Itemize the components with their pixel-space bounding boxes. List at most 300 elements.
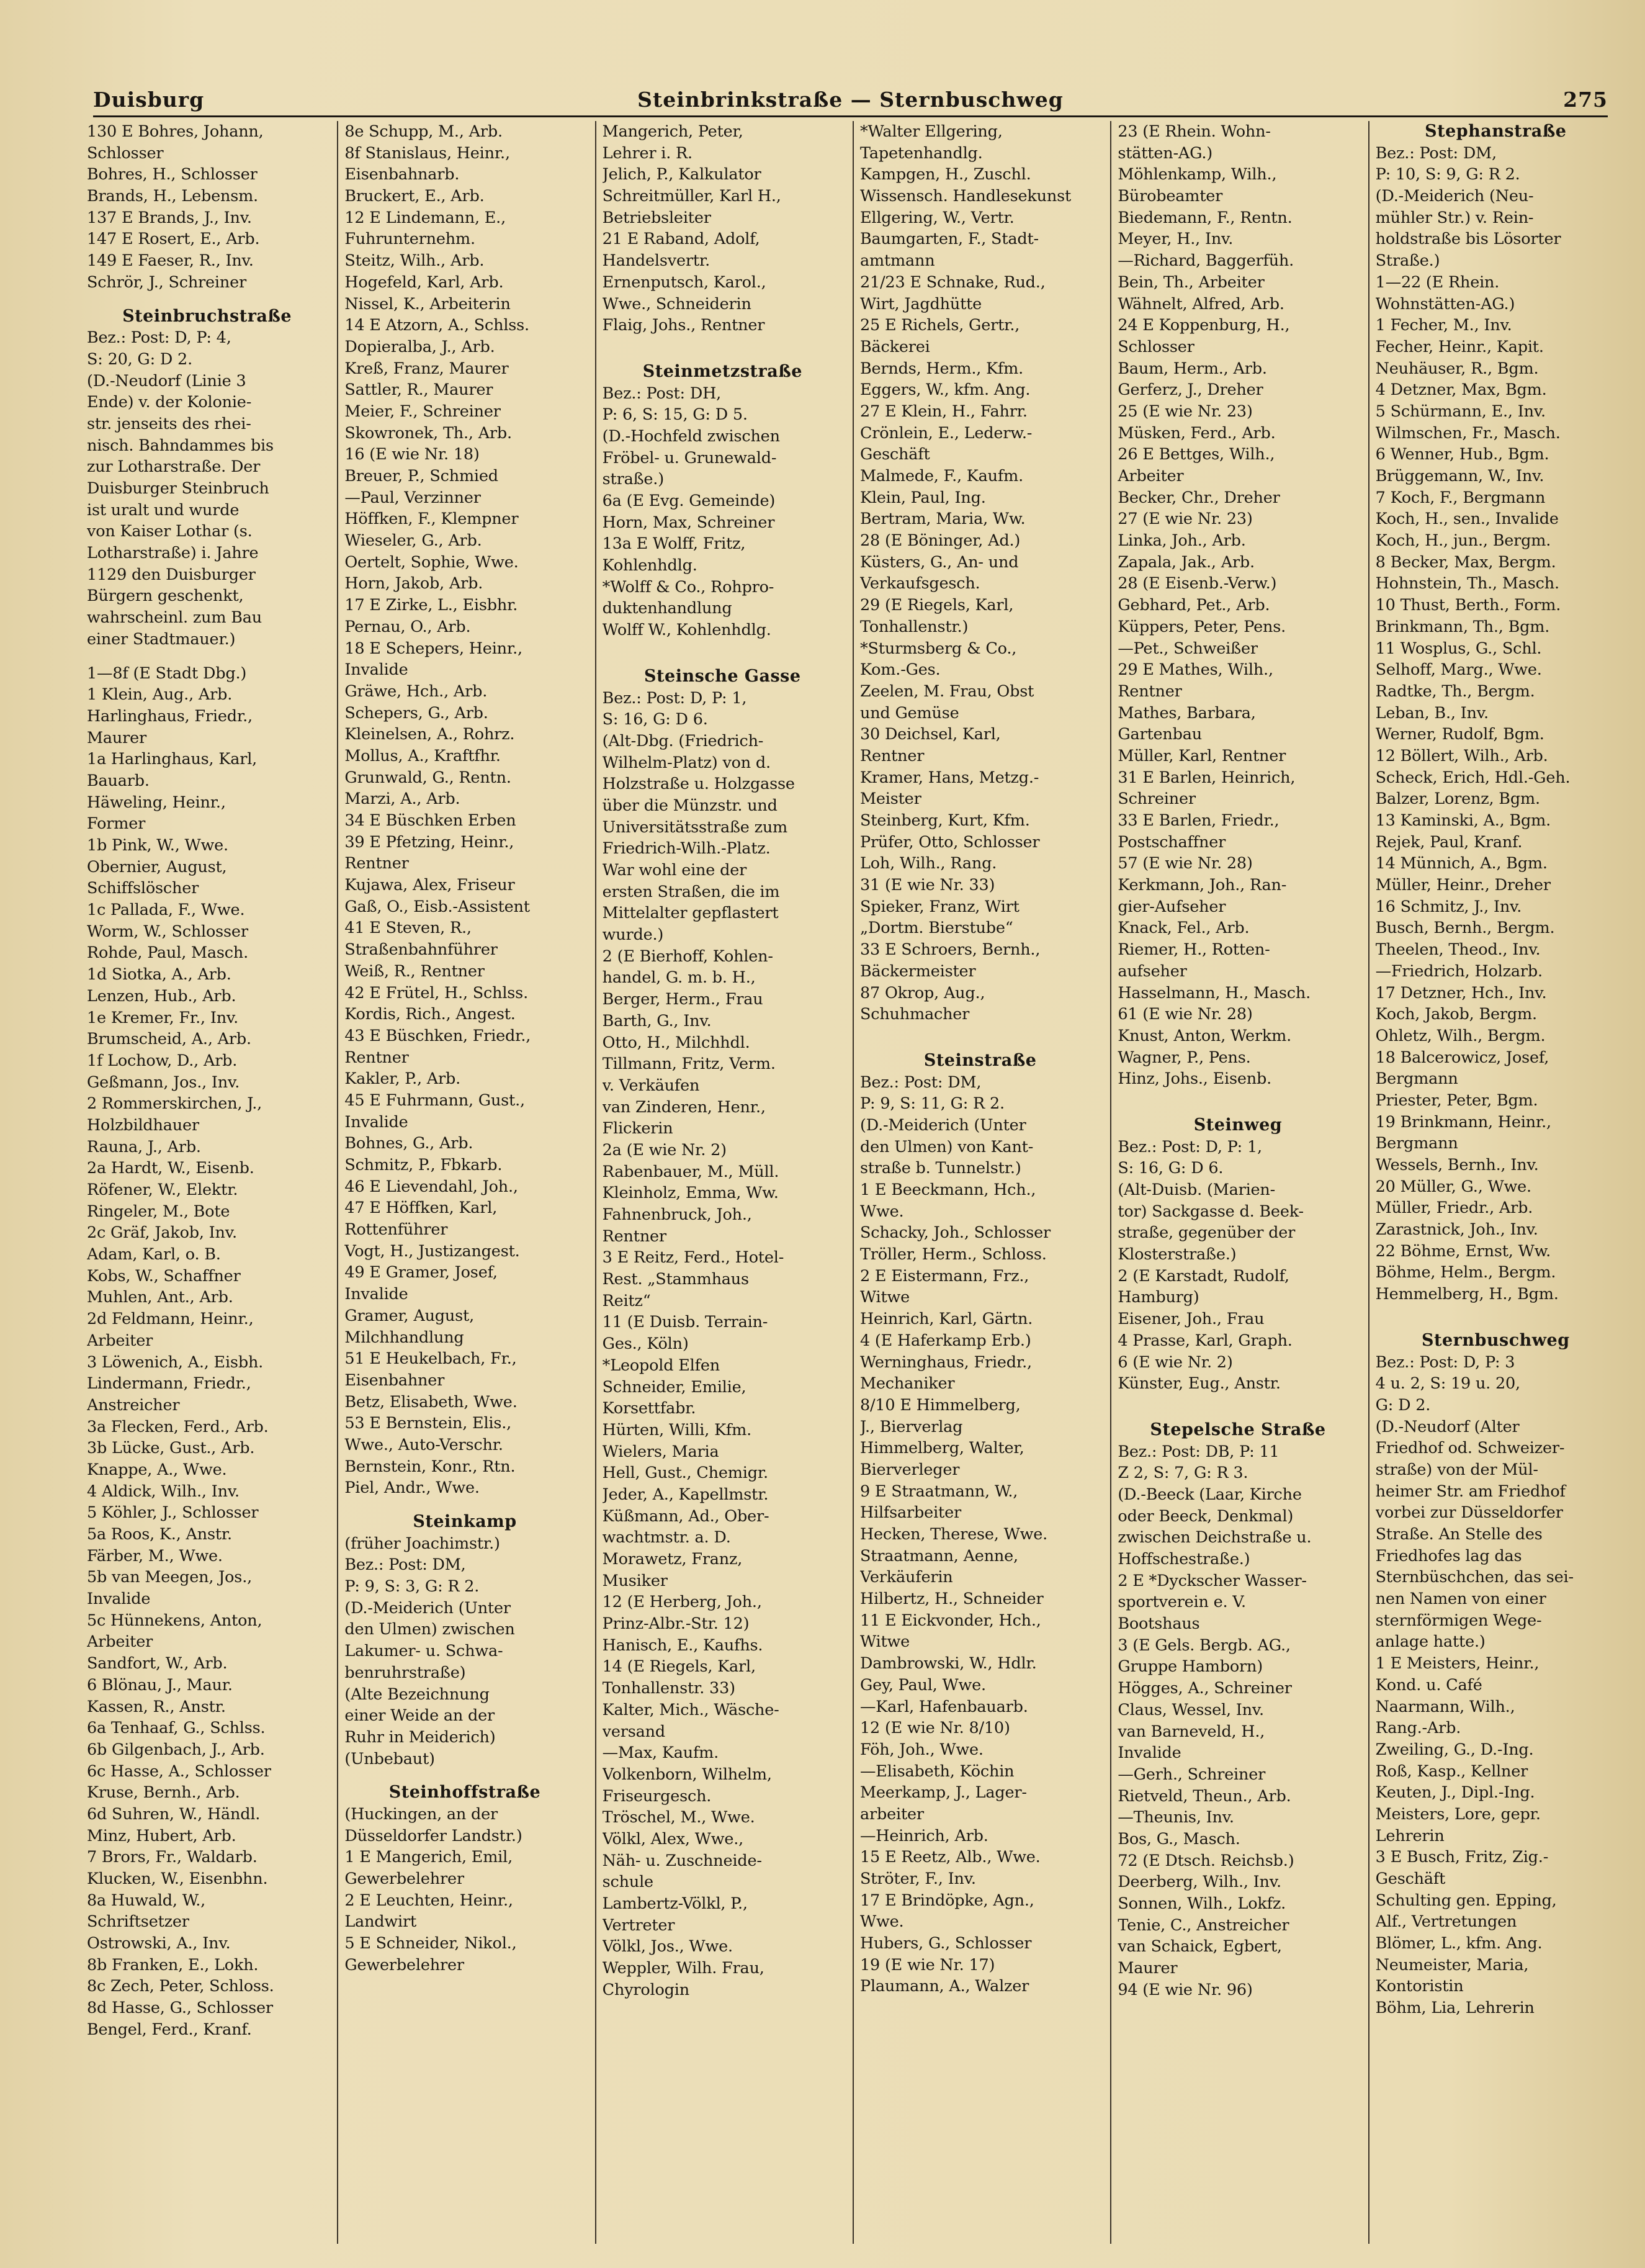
entry-line: Wirt, Jagdhütte: [859, 294, 982, 313]
entry-line: Claus, Wessel, Inv.: [1118, 1700, 1264, 1719]
entry-line: sternförmigen Wege-: [1375, 1611, 1542, 1630]
entry-line: —Pet., Schweißer: [1118, 639, 1258, 658]
entry-line: Rang.-Arb.: [1375, 1719, 1461, 1738]
entry-line: und Gemüse: [859, 703, 959, 722]
spacer: [1376, 1305, 1616, 1318]
entry-line: Hoffschestraße.): [1118, 1550, 1250, 1568]
entry-line: 5c Hünnekens, Anton,: [87, 1611, 262, 1630]
entry-line: 28 (E Böninger, Ad.): [859, 531, 1021, 551]
entry-line: 23 (E Rhein. Wohn-: [1118, 122, 1271, 141]
street-heading: Steinsche Gasse: [644, 666, 801, 686]
entry-line: Blömer, L., kfm. Ang.: [1375, 1934, 1543, 1953]
entry-line: Möhlenkamp, Wilh.,: [1118, 165, 1277, 184]
entry-line: Mechaniker: [859, 1374, 955, 1393]
entry-line: Himmelberg, Walter,: [859, 1439, 1024, 1458]
entry-line: —Richard, Baggerfüh.: [1118, 251, 1294, 271]
entry-line: versand: [602, 1722, 665, 1741]
entry-line: 1 Fecher, M., Inv.: [1375, 316, 1512, 335]
entry-line: 49 E Gramer, Josef,: [344, 1263, 498, 1282]
entry-line: Bohres, H., Schlosser: [87, 165, 258, 184]
entry-line: 2 Rommerskirchen, J.,: [87, 1094, 262, 1114]
entry-line: Jelich, P., Kalkulator: [602, 165, 761, 184]
entry-line: Alf., Vertretungen: [1375, 1912, 1517, 1932]
entry-line: 6a (E Evg. Gemeinde): [602, 492, 776, 510]
entry-line: Malmede, F., Kaufm.: [859, 467, 1023, 485]
entry-line: Hilbertz, H., Schneider: [859, 1590, 1044, 1609]
entry-line: Meisters, Lore, gepr.: [1375, 1804, 1541, 1824]
entry-line: einer Weide an der: [344, 1706, 495, 1726]
entry-line: Flickerin: [602, 1119, 673, 1138]
entry-line: Horn, Max, Schreiner: [602, 513, 775, 532]
entry-line: Bürobeamter: [1118, 187, 1223, 206]
entry-line: Hamburg): [1118, 1288, 1199, 1307]
entry-line: 17 Detzner, Hch., Inv.: [1375, 983, 1547, 1002]
entry-line: Schuhmacher: [859, 1005, 970, 1024]
entry-line: Rejek, Paul, Kranf.: [1375, 832, 1523, 852]
entry-line: Gräwe, Hch., Arb.: [344, 682, 488, 701]
entry-line: Mollus, A., Kraftfhr.: [344, 746, 501, 765]
entry-line: Hecken, Therese, Wwe.: [859, 1525, 1047, 1544]
entry-line: Balzer, Lorenz, Bgm.: [1375, 790, 1540, 809]
entry-line: Tröller, Herm., Schloss.: [859, 1245, 1047, 1264]
entry-line: Lambertz-Völkl, P.,: [602, 1894, 748, 1913]
entry-line: Rentner: [602, 1226, 666, 1246]
entry-line: Knust, Anton, Werkm.: [1118, 1026, 1291, 1045]
entry-line: Oertelt, Sophie, Wwe.: [344, 552, 519, 572]
entry-line: Bruckert, E., Arb.: [344, 187, 485, 206]
entry-line: 6a Tenhaaf, G., Schlss.: [87, 1719, 266, 1738]
entry-line: vorbei zur Düsseldorfer: [1375, 1503, 1563, 1523]
entry-line: 10 Thust, Berth., Form.: [1375, 596, 1561, 615]
entry-line: 19 Brinkmann, Heinr.,: [1375, 1112, 1551, 1132]
entry-line: 28 (E Eisenb.-Verw.): [1118, 574, 1277, 593]
entry-line: sportverein e. V.: [1118, 1593, 1246, 1612]
entry-line: 15 E Reetz, Alb., Wwe.: [859, 1848, 1041, 1867]
entry-line: 3b Lücke, Gust., Arb.: [87, 1439, 255, 1458]
entry-line: Piel, Andr., Wwe.: [344, 1478, 480, 1498]
entry-line: Bez.: Post: DH,: [602, 384, 722, 403]
column-4: [853, 121, 1104, 2244]
entry-line: *Sturmsberg & Co.,: [859, 639, 1017, 658]
entry-line: Gebhard, Pet., Arb.: [1118, 596, 1270, 615]
entry-line: 3 (E Gels. Bergb. AG.,: [1118, 1636, 1291, 1655]
entry-line: Zeelen, M. Frau, Obst: [859, 682, 1034, 701]
entry-line: ist uralt und wurde: [87, 500, 240, 520]
entry-line: Bos, G., Masch.: [1118, 1829, 1240, 1848]
entry-line: Hinz, Johs., Eisenb.: [1118, 1069, 1271, 1089]
entry-line: Scheck, Erich, Hdl.-Geh.: [1375, 768, 1571, 787]
entry-line: Bürgern geschenkt,: [87, 587, 244, 606]
entry-line: Bauarb.: [87, 771, 150, 790]
entry-line: 22 Böhme, Ernst, Ww.: [1375, 1241, 1551, 1261]
entry-line: P: 6, S: 15, G: D 5.: [602, 405, 748, 425]
entry-line: Brumscheid, A., Arb.: [87, 1030, 251, 1049]
entry-line: (D.-Beeck (Laar, Kirche: [1118, 1485, 1302, 1504]
entry-line: Näh- u. Zuschneide-: [602, 1851, 762, 1870]
entry-line: Rentner: [1118, 682, 1182, 701]
entry-line: Kakler, P., Arb.: [344, 1069, 461, 1089]
entry-line: Flaig, Johs., Rentner: [602, 316, 765, 335]
entry-line: über die Münzstr. und: [602, 796, 778, 815]
entry-line: Mathes, Barbara,: [1118, 703, 1256, 722]
entry-line: 1d Siotka, A., Arb.: [87, 965, 231, 984]
entry-line: Barth, G., Inv.: [602, 1011, 712, 1030]
entry-line: 1 E Meisters, Heinr.,: [1375, 1654, 1540, 1673]
entry-line: 6 Blönau, J., Maur.: [87, 1675, 233, 1694]
entry-line: Bengel, Ferd., Kranf.: [87, 2020, 252, 2039]
entry-line: Häweling, Heinr.,: [87, 793, 226, 812]
entry-line: 33 E Schroers, Bernh.,: [859, 940, 1041, 960]
entry-line: Prüfer, Otto, Schlosser: [859, 832, 1040, 852]
entry-line: P: 9, S: 3, G: R 2.: [344, 1577, 480, 1596]
entry-line: van Zinderen, Henr.,: [602, 1097, 766, 1117]
entry-line: Reitz“: [602, 1291, 651, 1310]
entry-line: Friseurgesch.: [602, 1786, 712, 1806]
entry-line: Invalide: [344, 1112, 408, 1132]
entry-line: Müller, Friedr., Arb.: [1375, 1199, 1533, 1218]
entry-line: Geßmann, Jos., Inv.: [87, 1073, 240, 1092]
entry-line: Straße. An Stelle des: [1375, 1525, 1543, 1544]
entry-line: mühler Str.) v. Rein-: [1375, 208, 1534, 227]
entry-line: Hogefeld, Karl, Arb.: [344, 272, 504, 292]
page-header: [93, 81, 1608, 117]
entry-line: 2 E Leuchten, Heinr.,: [344, 1891, 513, 1910]
entry-line: Weiß, R., Rentner: [344, 961, 485, 981]
entry-line: Schacky, Joh., Schlosser: [859, 1223, 1051, 1243]
entry-line: Müller, Heinr., Dreher: [1375, 876, 1551, 895]
entry-line: 41 E Steven, R.,: [344, 919, 472, 938]
spacer: [1118, 1102, 1358, 1115]
entry-line: 1f Lochow, D., Arb.: [87, 1051, 238, 1070]
entry-line: Kreß, Franz, Maurer: [344, 359, 509, 378]
entry-line: 1 Klein, Aug., Arb.: [87, 685, 233, 704]
entry-line: Leban, B., Inv.: [1375, 703, 1489, 722]
entry-line: Bernds, Herm., Kfm.: [859, 359, 1024, 378]
entry-line: nen Namen von einer: [1375, 1590, 1546, 1609]
entry-line: 14 Münnich, A., Bgm.: [1375, 854, 1548, 873]
entry-line: Radtke, Th., Bergm.: [1375, 682, 1535, 701]
entry-line: 11 Wosplus, G., Schl.: [1375, 639, 1542, 658]
street-heading: Steinmetzstraße: [642, 361, 802, 381]
entry-line: Schlosser: [1118, 337, 1195, 356]
entry-line: Wolff W., Kohlenhdlg.: [602, 621, 771, 640]
entry-line: Verkäuferin: [859, 1568, 953, 1587]
entry-line: zur Lotharstraße. Der: [87, 457, 261, 477]
entry-line: 51 E Heukelbach, Fr.,: [344, 1349, 517, 1369]
entry-line: Schreiner: [1118, 790, 1196, 809]
entry-line: 14 (E Riegels, Karl,: [602, 1657, 756, 1676]
entry-line: *Wolff & Co., Rohpro-: [602, 577, 774, 596]
entry-line: Kramer, Hans, Metzg.-: [859, 768, 1039, 787]
spacer: [1118, 1090, 1358, 1102]
entry-line: —Paul, Verzinner: [344, 488, 481, 507]
entry-line: den Ulmen) zwischen: [344, 1620, 515, 1639]
entry-line: amtmann: [859, 251, 935, 271]
entry-line: Ernenputsch, Karol.,: [602, 272, 766, 292]
entry-line: Ströter, F., Inv.: [859, 1870, 976, 1888]
entry-line: 34 E Büschken Erben: [344, 811, 516, 830]
entry-line: *Leopold Elfen: [602, 1356, 720, 1375]
spacer: [87, 650, 327, 663]
entry-line: Vogt, H., Justizangest.: [344, 1241, 520, 1261]
header-street-range: Steinbrinkstraße — Sternbuschweg: [637, 88, 1064, 112]
entry-line: —Max, Kaufm.: [602, 1744, 719, 1763]
entry-line: Wähnelt, Alfred, Arb.: [1118, 294, 1284, 313]
entry-line: Höffken, F., Klempner: [344, 510, 519, 529]
entry-line: Eisenbahnarb.: [344, 165, 460, 184]
entry-line: schule: [602, 1873, 653, 1892]
entry-line: Lenzen, Hub., Arb.: [87, 986, 236, 1006]
entry-line: Tenie, C., Anstreicher: [1118, 1915, 1289, 1935]
entry-line: Korsettfabr.: [602, 1399, 696, 1418]
entry-line: 21/23 E Schnake, Rud.,: [859, 272, 1046, 292]
entry-line: Milchhandlung: [344, 1328, 464, 1347]
entry-line: 8d Hasse, G., Schlosser: [87, 1999, 273, 2018]
entry-line: Muhlen, Ant., Arb.: [87, 1288, 233, 1307]
entry-line: 7 Brors, Fr., Waldarb.: [87, 1848, 258, 1867]
entry-line: 2 (E Karstadt, Rudolf,: [1118, 1266, 1289, 1285]
spacer: [344, 1499, 585, 1511]
entry-line: (D.-Hochfeld zwischen: [602, 426, 780, 446]
entry-line: 30 Deichsel, Karl,: [859, 725, 1001, 744]
column-5: [1110, 121, 1361, 2244]
entry-line: 8f Stanislaus, Heinr.,: [344, 143, 510, 163]
entry-line: Schrör, J., Schreiner: [87, 272, 246, 292]
entry-line: Harlinghaus, Friedr.,: [87, 706, 253, 726]
entry-line: Sattler, R., Maurer: [344, 380, 493, 400]
entry-line: 12 E Lindemann, E.,: [344, 208, 506, 227]
entry-line: tor) Sackgasse d. Beek-: [1118, 1202, 1304, 1221]
entry-line: Gewerbelehrer: [344, 1870, 464, 1888]
entry-line: Gerferz, J., Dreher: [1118, 380, 1263, 400]
entry-line: 20 Müller, G., Wwe.: [1375, 1177, 1531, 1196]
entry-line: Werninghaus, Friedr.,: [859, 1352, 1032, 1372]
entry-line: 8/10 E Himmelberg,: [859, 1395, 1021, 1415]
entry-line: Betriebsleiter: [602, 208, 711, 227]
entry-line: Naarmann, Wilh.,: [1375, 1697, 1515, 1716]
entry-line: Sonnen, Wilh., Lokfz.: [1118, 1894, 1286, 1913]
entry-line: Worm, W., Schlosser: [87, 922, 248, 941]
entry-line: (Alt-Dbg. (Friedrich-: [602, 731, 764, 750]
entry-line: Breuer, P., Schmied: [344, 467, 498, 485]
entry-line: 8a Huwald, W.,: [87, 1891, 206, 1910]
entry-line: Handelsvertr.: [602, 251, 710, 271]
entry-line: 6c Hasse, A., Schlosser: [87, 1762, 271, 1781]
entry-line: 25 (E wie Nr. 23): [1118, 402, 1253, 421]
entry-line: Fahnenbruck, Joh.,: [602, 1205, 752, 1224]
street-heading: Sternbuschweg: [1422, 1330, 1570, 1350]
spacer: [1376, 1318, 1616, 1330]
entry-line: War wohl eine der: [602, 861, 747, 880]
entry-line: Gaß, O., Eisb.-Assistent: [344, 897, 530, 916]
entry-line: Küppers, Peter, Pens.: [1118, 617, 1286, 636]
entry-line: 6d Suhren, W., Händl.: [87, 1804, 261, 1824]
entry-line: Wohnstätten-AG.): [1375, 294, 1515, 313]
entry-line: 8b Franken, E., Lokh.: [87, 1955, 259, 1974]
spacer: [1118, 1395, 1358, 1407]
entry-line: Sandfort, W., Arb.: [87, 1654, 228, 1673]
entry-line: Rabenbauer, M., Müll.: [602, 1162, 779, 1181]
entry-line: Koch, H., jun., Bergm.: [1375, 531, 1551, 551]
entry-line: 12 (E wie Nr. 8/10): [859, 1719, 1010, 1738]
entry-line: Jeder, A., Kapellmstr.: [602, 1485, 769, 1504]
entry-line: Wielers, Maria: [602, 1442, 719, 1461]
entry-line: 2 E *Dyckscher Wasser-: [1118, 1571, 1307, 1590]
entry-line: Rentner: [344, 1048, 409, 1067]
entry-line: 5 E Schneider, Nikol.,: [344, 1934, 517, 1953]
column-1: [81, 121, 331, 2244]
entry-line: (Unbebaut): [344, 1749, 435, 1768]
entry-line: —Heinrich, Arb.: [859, 1826, 988, 1845]
entry-line: Gey, Paul, Wwe.: [859, 1675, 986, 1694]
spacer: [344, 1770, 585, 1782]
entry-line: Bez.: Post: DM,: [859, 1073, 982, 1092]
entry-line: Müller, Karl, Rentner: [1118, 746, 1286, 765]
entry-line: 11 E Eickvonder, Hch.,: [859, 1611, 1041, 1630]
entry-line: Riemer, H., Rotten-: [1118, 940, 1270, 960]
entry-line: 3 E Reitz, Ferd., Hotel-: [602, 1248, 784, 1267]
entry-line: arbeiter: [859, 1804, 924, 1824]
entry-line: Wagner, P., Pens.: [1118, 1048, 1251, 1067]
entry-line: Obernier, August,: [87, 857, 227, 876]
entry-line: J., Bierverlag: [859, 1417, 963, 1436]
entry-line: straße.): [602, 470, 664, 489]
street-heading: Steinkamp: [413, 1512, 517, 1531]
entry-line: Künster, Eug., Anstr.: [1118, 1374, 1281, 1393]
entry-line: Schriftsetzer: [87, 1912, 189, 1932]
entry-line: oder Beeck, Denkmal): [1118, 1506, 1294, 1526]
entry-line: Kleinelsen, A., Rohrz.: [344, 725, 515, 744]
entry-line: 11 (E Duisb. Terrain-: [602, 1313, 768, 1332]
entry-line: 2 (E Bierhoff, Kohlen-: [602, 947, 773, 966]
entry-line: 12 Böllert, Wilh., Arb.: [1375, 746, 1548, 765]
entry-line: (Huckingen, an der: [344, 1804, 498, 1824]
entry-line: Hürten, Willi, Kfm.: [602, 1420, 752, 1439]
entry-line: 7 Koch, F., Bergmann: [1375, 488, 1546, 507]
entry-line: Wieseler, G., Arb.: [344, 531, 482, 551]
entry-line: Kalter, Mich., Wäsche-: [602, 1700, 779, 1719]
entry-line: Hubers, G., Schlosser: [859, 1934, 1032, 1953]
entry-line: Hilfsarbeiter: [859, 1503, 961, 1523]
entry-line: wurde.): [602, 925, 664, 945]
entry-line: Böhm, Lia, Lehrerin: [1375, 1999, 1535, 2018]
entry-line: Crönlein, E., Lederw.-: [859, 423, 1033, 443]
spacer: [603, 336, 843, 349]
entry-line: Tonhallenstr.): [859, 617, 969, 636]
entry-line: Holzstraße u. Holzgasse: [602, 775, 795, 794]
entry-line: 137 E Brands, J., Inv.: [87, 208, 252, 227]
entry-line: Wwe.: [859, 1202, 904, 1221]
entry-line: Kruse, Bernh., Arb.: [87, 1783, 240, 1802]
entry-line: Eggers, W., kfm. Ang.: [859, 380, 1031, 400]
entry-line: Vertreter: [602, 1915, 675, 1935]
entry-line: 4 Prasse, Karl, Graph.: [1118, 1331, 1293, 1350]
entry-line: 31 E Barlen, Heinrich,: [1118, 768, 1296, 787]
entry-line: Düsseldorfer Landstr.): [344, 1826, 522, 1845]
entry-line: Horn, Jakob, Arb.: [344, 574, 483, 593]
entry-line: Ruhr in Meiderich): [344, 1727, 496, 1747]
entry-line: 14 E Atzorn, A., Schlss.: [344, 316, 529, 335]
entry-line: 21 E Raband, Adolf,: [602, 230, 760, 249]
entry-line: (D.-Neudorf (Alter: [1375, 1417, 1520, 1436]
entry-line: den Ulmen) von Kant-: [859, 1137, 1034, 1156]
entry-line: Bez.: Post: D, P: 1,: [602, 688, 747, 708]
entry-line: Föh, Joh., Wwe.: [859, 1740, 984, 1759]
entry-line: (D.-Meiderich (Unter: [859, 1115, 1026, 1135]
entry-line: van Schaick, Egbert,: [1118, 1937, 1282, 1956]
entry-line: 31 (E wie Nr. 33): [859, 876, 995, 895]
entry-line: straße, gegenüber der: [1118, 1223, 1296, 1243]
entry-line: 4 Aldick, Wilh., Inv.: [87, 1482, 240, 1501]
entry-line: Wilmschen, Fr., Masch.: [1375, 423, 1561, 443]
entry-line: Pernau, O., Arb.: [344, 617, 471, 636]
entry-line: (Alt-Duisb. (Marien-: [1118, 1181, 1276, 1199]
entry-line: Müsken, Ferd., Arb.: [1118, 423, 1276, 443]
spacer: [860, 1025, 1100, 1038]
entry-line: *Walter Ellgering,: [859, 122, 1003, 141]
entry-line: handel, G. m. b. H.,: [602, 968, 756, 988]
entry-line: 8c Zech, Peter, Schloss.: [87, 1977, 274, 1996]
entry-line: 6b Gilgenbach, J., Arb.: [87, 1740, 265, 1759]
entry-line: Bez.: Post: D, P: 4,: [87, 328, 231, 348]
entry-line: Hanisch, E., Kaufhs.: [602, 1636, 763, 1655]
entry-line: 47 E Höffken, Karl,: [344, 1199, 498, 1218]
entry-line: 12 (E Herberg, Joh.,: [602, 1593, 762, 1612]
entry-line: Linka, Joh., Arb.: [1118, 531, 1246, 551]
entry-line: 9 E Straatmann, W.,: [859, 1482, 1018, 1501]
entry-line: Invalide: [1118, 1744, 1181, 1763]
entry-line: Werner, Rudolf, Bgm.: [1375, 725, 1544, 744]
entry-line: straße) von der Mül-: [1375, 1460, 1538, 1479]
entry-line: Geschäft: [859, 445, 930, 464]
entry-line: (D.-Meiderich (Unter: [344, 1598, 511, 1618]
entry-line: straße b. Tunnelstr.): [859, 1159, 1021, 1178]
entry-line: Meyer, H., Inv.: [1118, 230, 1234, 249]
entry-line: 94 (E wie Nr. 96): [1118, 1980, 1253, 1999]
entry-line: Gewerbelehrer: [344, 1955, 464, 1974]
entry-line: S: 16, G: D 6.: [602, 710, 708, 729]
entry-line: Lindermann, Friedr.,: [87, 1374, 251, 1393]
entry-line: Baumgarten, F., Stadt-: [859, 230, 1039, 249]
entry-line: 5a Roos, K., Anstr.: [87, 1525, 232, 1544]
entry-line: heimer Str. am Friedhof: [1375, 1482, 1566, 1501]
entry-line: 45 E Fuhrmann, Gust.,: [344, 1091, 525, 1110]
entry-line: Witwe: [859, 1288, 910, 1307]
spacer: [603, 349, 843, 361]
entry-line: Brüggemann, W., Inv.: [1375, 467, 1544, 485]
entry-line: Kontoristin: [1375, 1977, 1464, 1996]
entry-line: 72 (E Dtsch. Reichsb.): [1118, 1851, 1294, 1870]
entry-line: 5 Schürmann, E., Inv.: [1375, 402, 1546, 421]
entry-line: 1—22 (E Rhein.: [1375, 272, 1500, 292]
entry-line: Busch, Bernh., Bergm.: [1375, 919, 1555, 938]
entry-line: 147 E Rosert, E., Arb.: [87, 230, 260, 249]
entry-line: Bez.: Post: D, P: 3: [1375, 1352, 1515, 1372]
entry-line: Rentner: [859, 746, 925, 765]
entry-line: 130 E Bohres, Johann,: [87, 122, 264, 141]
entry-line: Meister: [859, 790, 921, 809]
entry-line: Färber, M., Wwe.: [87, 1546, 223, 1565]
entry-line: 29 (E Riegels, Karl,: [859, 596, 1014, 615]
entry-line: 87 Okrop, Aug.,: [859, 983, 985, 1002]
entry-line: Bergmann: [1375, 1069, 1458, 1089]
entry-line: 3 Löwenich, A., Eisbh.: [87, 1352, 264, 1372]
entry-line: Ringeler, M., Bote: [87, 1202, 230, 1221]
entry-line: (Alte Bezeichnung: [344, 1685, 490, 1704]
entry-line: Kerkmann, Joh., Ran-: [1118, 876, 1287, 895]
entry-line: Hasselmann, H., Masch.: [1118, 983, 1311, 1002]
entry-line: Straatmann, Aenne,: [859, 1546, 1018, 1565]
